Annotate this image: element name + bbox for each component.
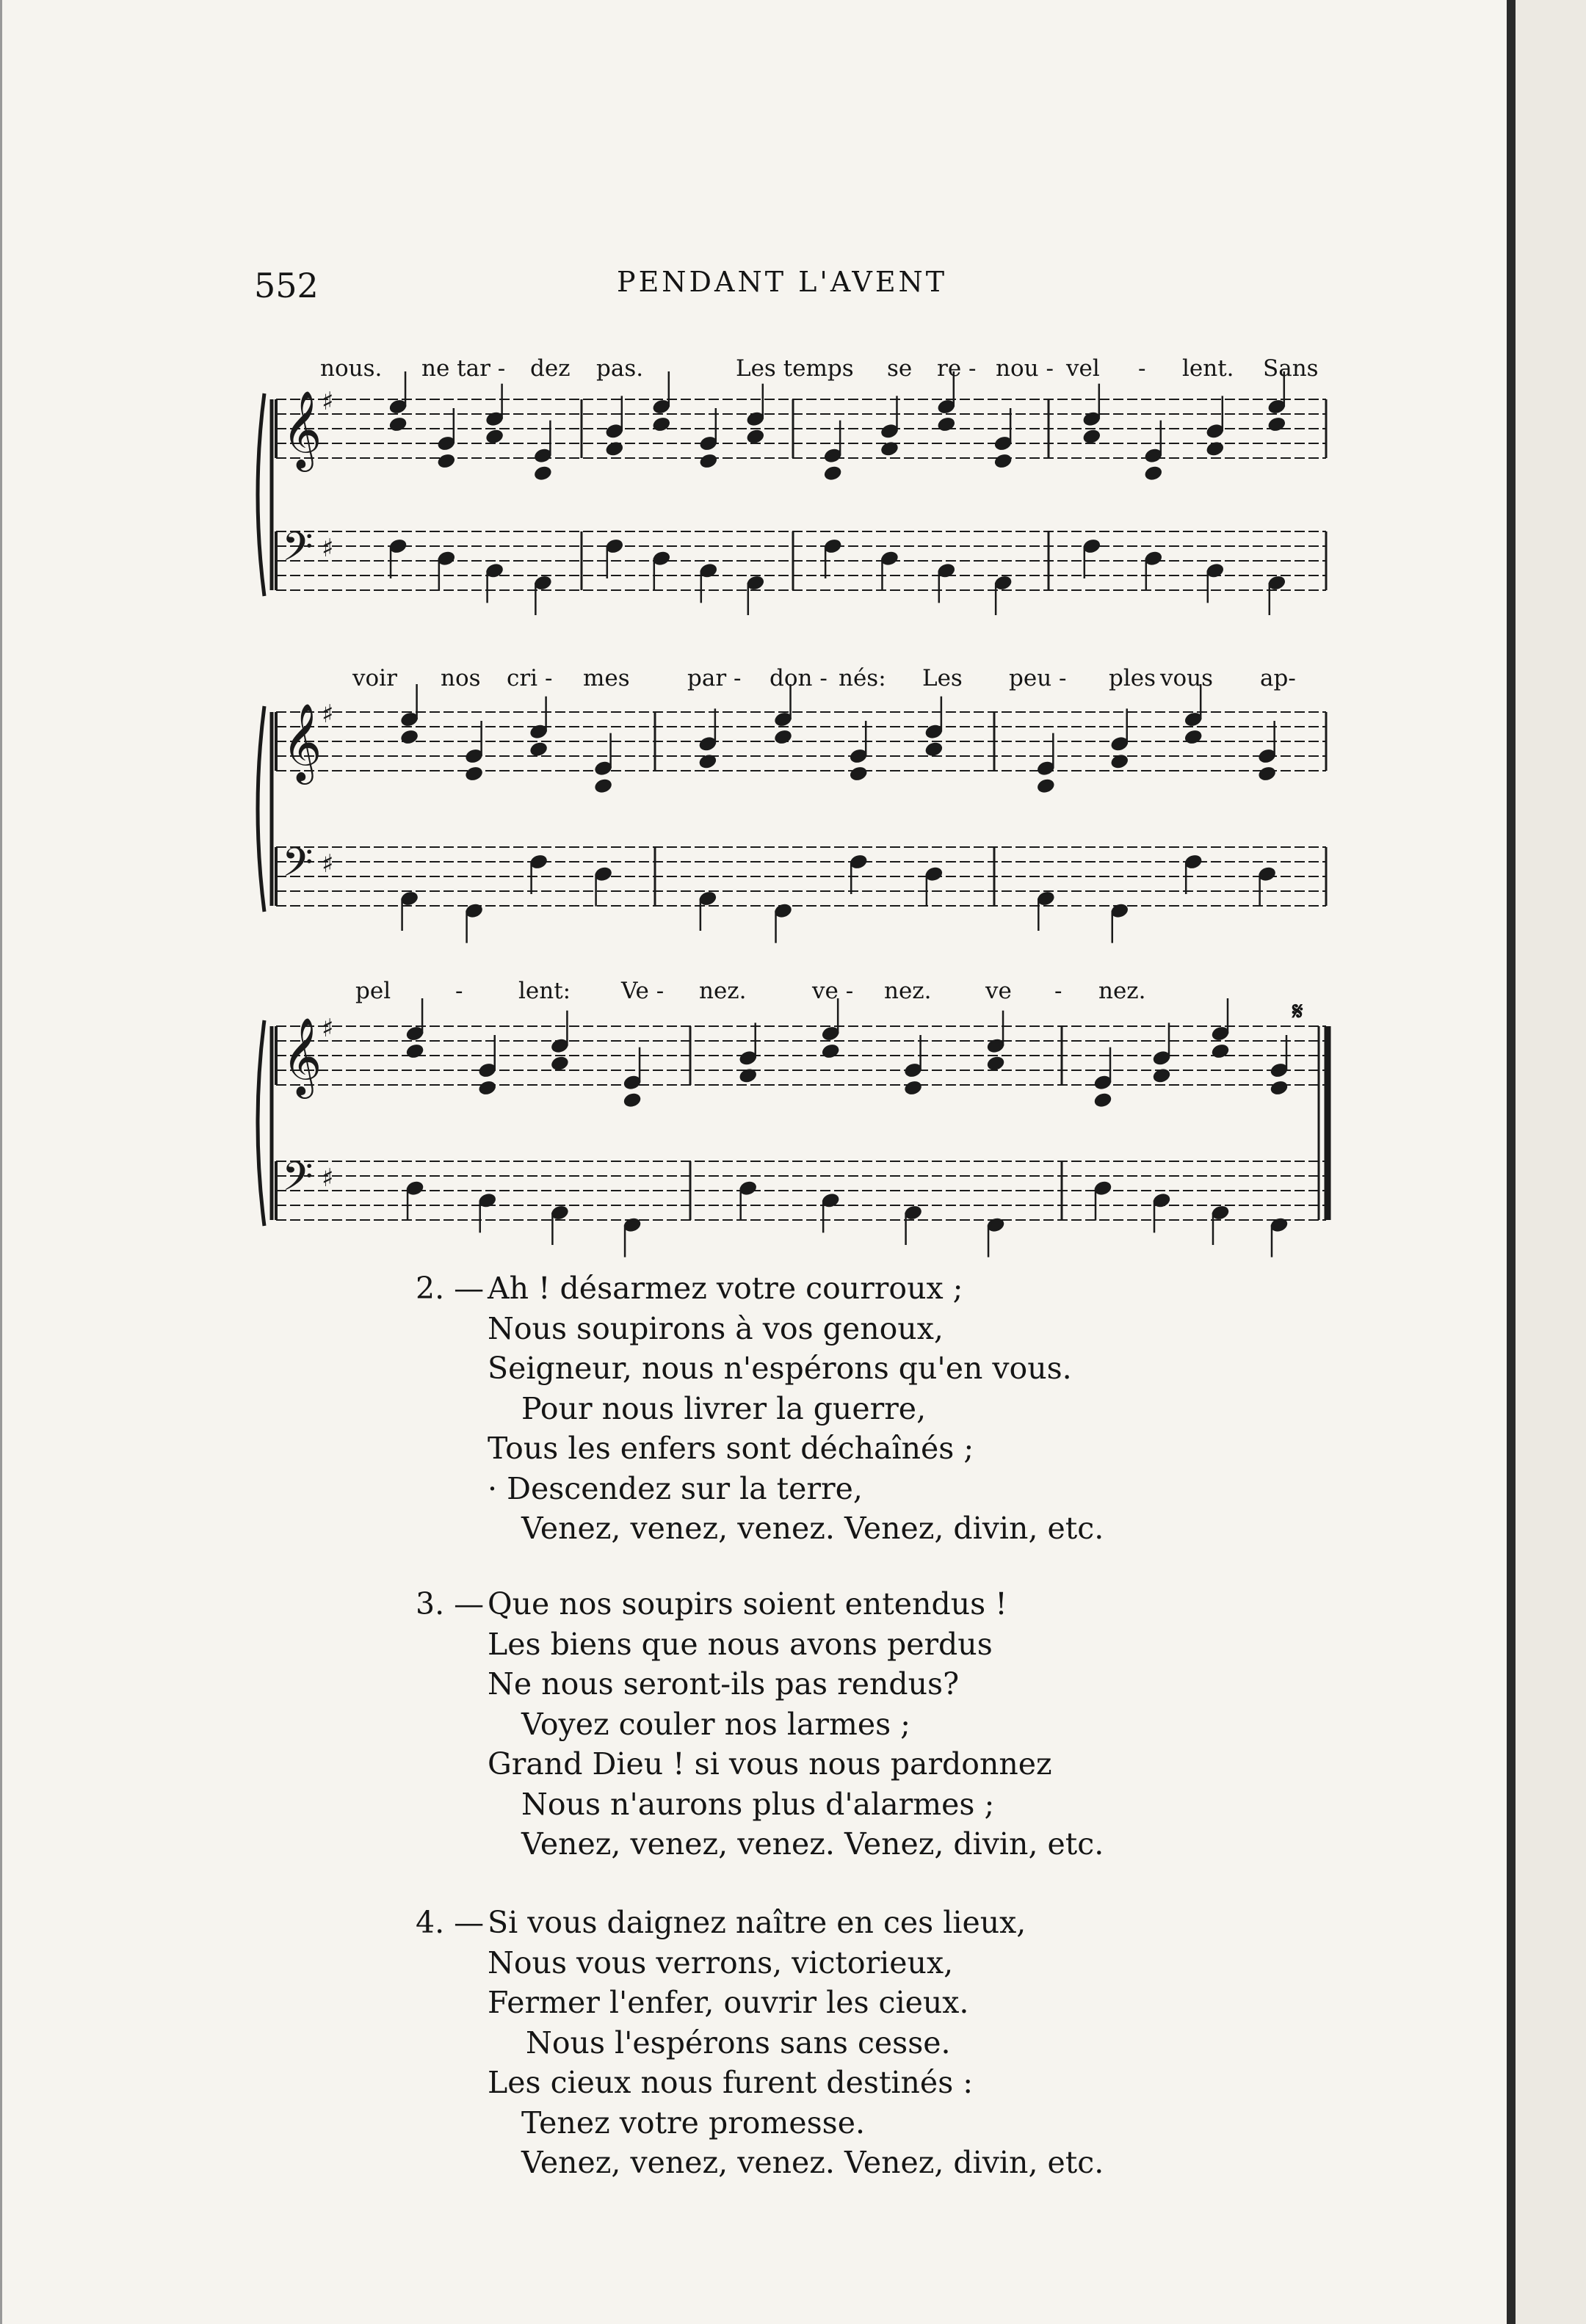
lyric-syllable: lent:	[518, 978, 571, 1004]
segno-mark: 𝄋	[1292, 997, 1303, 1026]
lyric-syllable: ples	[1109, 665, 1156, 691]
note-head	[746, 428, 765, 445]
treble-clef: 𝄞	[282, 702, 322, 781]
note-head	[652, 416, 671, 433]
note-head	[1211, 1043, 1230, 1060]
treble-clef: 𝄞	[282, 390, 322, 468]
verse-line: Voyez couler nos larmes ;	[521, 1706, 910, 1742]
lyric-syllable: vous	[1160, 665, 1214, 691]
note-head	[478, 1080, 497, 1097]
note-head	[1082, 428, 1101, 445]
note-head	[1110, 753, 1129, 770]
note-head	[823, 465, 842, 482]
key-signature-sharp: ♯	[322, 387, 334, 416]
lyric-syllable: ve -	[812, 978, 854, 1004]
verse-line: 4. — Si vous daignez naître en ces lieux,	[416, 1903, 1104, 1943]
lyric-syllable: nez.	[1098, 978, 1146, 1004]
verse-number: 4. —	[416, 1905, 485, 1940]
lyric-syllable: ne tar -	[421, 355, 506, 382]
note-head	[849, 766, 868, 782]
lyric-syllable: nou -	[996, 355, 1054, 382]
verse-line: 2. — Ah ! désarmez votre courroux ;	[416, 1268, 1104, 1309]
verse-line: Les biens que nous avons perdus	[488, 1626, 993, 1662]
note-head	[986, 1055, 1005, 1072]
lyric-syllable: mes	[583, 665, 630, 691]
note-head	[1184, 729, 1203, 746]
note-head	[550, 1055, 569, 1072]
lyric-syllable: cri -	[507, 665, 553, 691]
verse-line: Venez, venez, venez. Venez, divin, etc.	[521, 1511, 1104, 1546]
verse-line: Nous vous verrons, victorieux,	[488, 1944, 954, 1980]
lyric-syllable: se	[887, 355, 913, 382]
key-signature-sharp: ♯	[322, 700, 334, 729]
note-head	[1144, 465, 1163, 482]
verse-number: 3. —	[416, 1586, 485, 1622]
note-head	[993, 453, 1013, 470]
verse-line: Venez, venez, venez. Venez, divin, etc.	[521, 1826, 1104, 1862]
bass-clef: 𝄢	[282, 839, 314, 896]
key-signature-sharp: ♯	[322, 1163, 334, 1193]
note-head	[400, 729, 419, 746]
note-head	[1093, 1092, 1112, 1108]
bass-clef: 𝄢	[282, 523, 314, 580]
verse-line: Nous soupirons à vos genoux,	[488, 1310, 944, 1346]
note-head	[1270, 1080, 1289, 1097]
lyric-syllable: nez.	[699, 978, 747, 1004]
verse-line: Les cieux nous furent destinés :	[488, 2065, 974, 2100]
note-head	[924, 741, 944, 758]
verse-3	[416, 1584, 1104, 1864]
lyric-syllable: Les temps	[736, 355, 854, 382]
treble-clef: 𝄞	[282, 1017, 322, 1095]
note-head	[1258, 766, 1277, 782]
lyric-syllable: pas.	[596, 355, 644, 382]
note-head	[533, 465, 552, 482]
note-head	[437, 453, 456, 470]
verse-line: Grand Dieu ! si vous nous pardonnez	[488, 1746, 1052, 1782]
verse-line: Ne nous seront-ils pas rendus?	[488, 1666, 960, 1702]
note-head	[821, 1043, 840, 1060]
verse-line: Nous l'espérons sans cesse.	[526, 2025, 951, 2060]
lyric-syllable: re -	[937, 355, 977, 382]
system-brace	[258, 393, 264, 596]
verse-line: Seigneur, nous n'espérons qu'en vous.	[488, 1351, 1072, 1386]
note-head	[485, 428, 504, 445]
lyric-syllable: Ve -	[621, 978, 665, 1004]
key-signature-sharp: ♯	[322, 1014, 334, 1043]
lyric-syllable: nez.	[884, 978, 932, 1004]
note-head	[1206, 440, 1225, 457]
lyric-syllable: nés:	[839, 665, 886, 691]
note-head	[937, 416, 956, 433]
verse-line: Fermer l'enfer, ouvrir les cieux.	[488, 1985, 969, 2020]
lyric-syllable: voir	[352, 665, 397, 691]
lyric-syllable: lent.	[1182, 355, 1234, 382]
running-title: PENDANT L'AVENT	[617, 266, 948, 298]
note-head	[1036, 777, 1055, 794]
verse-line: 3. — Que nos soupirs soient entendus !	[416, 1584, 1104, 1624]
note-head	[594, 777, 613, 794]
note-head	[465, 766, 484, 782]
verse-number: 2. —	[416, 1271, 485, 1306]
note-head	[1267, 416, 1286, 433]
note-head	[405, 1043, 424, 1060]
verse-4	[416, 1903, 1104, 2183]
verse-line: Tous les enfers sont déchaînés ;	[488, 1431, 974, 1466]
note-head	[1152, 1067, 1171, 1084]
lyric-syllable: -	[455, 978, 463, 1004]
lyric-syllable: nos	[441, 665, 481, 691]
verse-line: Nous n'aurons plus d'alarmes ;	[521, 1786, 995, 1822]
verse-line: Venez, venez, venez. Venez, divin, etc.	[521, 2145, 1104, 2180]
note-head	[773, 729, 792, 746]
bass-clef: 𝄢	[282, 1153, 314, 1210]
lyric-syllable: Sans	[1263, 355, 1319, 382]
note-head	[529, 741, 548, 758]
note-head	[904, 1080, 923, 1097]
lyric-syllable: peu -	[1009, 665, 1067, 691]
lyric-syllable: -	[1138, 355, 1146, 382]
lyric-syllable: vel	[1066, 355, 1100, 382]
key-signature-sharp: ♯	[322, 849, 334, 879]
verse-line: · Descendez sur la terre,	[488, 1470, 863, 1506]
lyric-syllable: ap-	[1260, 665, 1296, 691]
note-head	[623, 1092, 642, 1108]
verse-line: Pour nous livrer la guerre,	[521, 1390, 927, 1426]
note-head	[388, 416, 408, 433]
page-number: 552	[254, 266, 319, 305]
verse-2	[416, 1268, 1104, 1549]
key-signature-sharp: ♯	[322, 534, 334, 563]
lyric-syllable: dez	[530, 355, 571, 382]
lyric-syllable: nous.	[320, 355, 383, 382]
system-brace	[258, 1020, 264, 1226]
lyric-syllable: ve	[985, 978, 1012, 1004]
verse-line: Tenez votre promesse.	[521, 2105, 865, 2140]
lyric-syllable: -	[1054, 978, 1062, 1004]
lyric-syllable: par -	[687, 665, 742, 691]
lyric-syllable: Les	[922, 665, 963, 691]
lyric-syllable: pel	[355, 978, 391, 1004]
note-head	[699, 453, 718, 470]
system-brace	[258, 706, 264, 912]
lyric-syllable: don -	[770, 665, 828, 691]
